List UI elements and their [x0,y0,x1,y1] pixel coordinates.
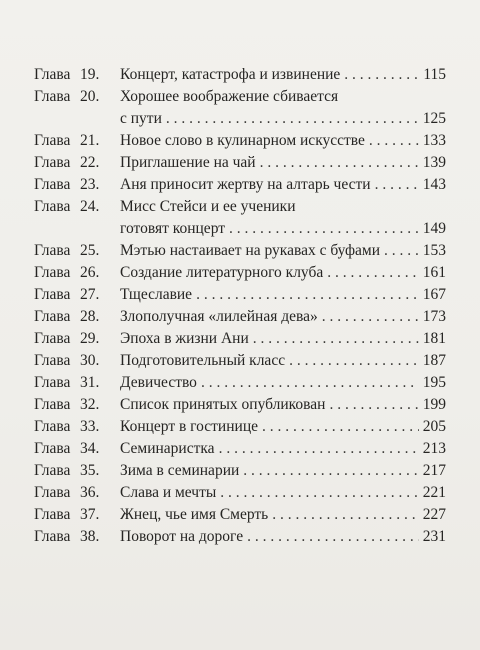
dot-leader [201,372,419,394]
toc-entry-13 [34,372,446,394]
chapter-title: Аня приносит жертву на алтарь чести [120,176,371,193]
chapter-title-line [120,86,446,108]
chapter-title-line [120,416,446,438]
dot-leader [260,152,419,174]
chapter-number: 22. [80,154,100,171]
chapter-title: Эпоха в жизни Ани [120,330,249,347]
chapter-title: Девичество [120,374,197,391]
chapter-title-line [120,152,446,174]
page-number: 139 [422,154,446,171]
chapter-title-block [120,438,446,460]
chapter-title-block [120,262,446,284]
chapter-label: Глава [34,88,71,105]
chapter-title-line [120,196,446,218]
page-number: 149 [422,220,446,237]
chapter-label: Глава [34,330,71,347]
chapter-title: Список принятых опубликован [120,396,326,413]
chapter-label: Глава [34,242,71,259]
chapter-label: Глава [34,132,71,149]
chapter-title-line [120,350,446,372]
chapter-title: с пути [120,110,162,127]
toc-entry-3 [34,130,446,152]
page-number: 231 [422,528,446,545]
chapter-label: Глава [34,154,71,171]
chapter-title-block [120,460,446,482]
chapter-title-block [120,86,446,130]
chapter-label: Глава [34,176,71,193]
page-number: 133 [422,132,446,149]
toc-entry-6 [34,196,446,240]
toc-entry-5 [34,174,446,196]
chapter-number: 25. [80,242,100,259]
toc-entry-4 [34,152,446,174]
dot-leader [375,174,419,196]
page-number: 143 [422,176,446,193]
chapter-number: 29. [80,330,100,347]
toc-entry-16 [34,438,446,460]
chapter-label: Глава [34,286,71,303]
chapter-title-block [120,394,446,416]
chapter-label: Глава [34,352,71,369]
chapter-title-line [120,482,446,504]
chapter-title-line [120,64,446,86]
chapter-title-line [120,108,446,130]
chapter-title: Мисс Стейси и ее ученики [120,198,296,215]
chapter-title: Новое слово в кулинарном искусстве [120,132,365,149]
chapter-number: 31. [80,374,100,391]
chapter-number: 38. [80,528,100,545]
dot-leader [262,416,419,438]
page-number: 221 [422,484,446,501]
toc-entry-7 [34,240,446,262]
chapter-label: Глава [34,264,71,281]
chapter-title: Слава и мечты [120,484,217,501]
page-number: 167 [422,286,446,303]
chapter-title: Мэтью настаивает на рукавах с буфами [120,242,381,259]
page-number: 115 [423,66,446,83]
chapter-label: Глава [34,198,71,215]
toc-entry-18 [34,482,446,504]
chapter-label: Глава [34,418,71,435]
chapter-number: 27. [80,286,100,303]
chapter-number: 33. [80,418,100,435]
chapter-title: готовят концерт [120,220,226,237]
chapter-number: 19. [80,66,100,83]
chapter-title-block [120,504,446,526]
dot-leader [369,130,419,152]
page-number: 153 [422,242,446,259]
chapter-title-line [120,174,446,196]
chapter-title-line [120,460,446,482]
page-number: 205 [422,418,446,435]
chapter-title-line [120,328,446,350]
chapter-label: Глава [34,308,71,325]
chapter-title: Семинаристка [120,440,215,457]
chapter-label: Глава [34,440,71,457]
dot-leader [253,328,419,350]
toc-entry-15 [34,416,446,438]
chapter-label: Глава [34,462,71,479]
chapter-number: 21. [80,132,100,149]
toc-entry-10 [34,306,446,328]
toc-entry-14 [34,394,446,416]
dot-leader [219,438,419,460]
chapter-title: Хорошее воображение сбивается [120,88,339,105]
dot-leader [247,526,419,548]
chapter-title-block [120,284,446,306]
chapter-title: Создание литературного клуба [120,264,324,281]
toc-entry-2 [34,86,446,130]
chapter-title-block [120,328,446,350]
chapter-title: Зима в семинарии [120,462,240,479]
chapter-number: 24. [80,198,100,215]
toc-entry-9 [34,284,446,306]
chapter-title-line [120,438,446,460]
chapter-title-line [120,526,446,548]
chapter-title-line [120,306,446,328]
chapter-number: 30. [80,352,100,369]
chapter-title-block [120,482,446,504]
chapter-title: Поворот на дороге [120,528,244,545]
page-number: 125 [422,110,446,127]
chapter-label: Глава [34,484,71,501]
toc-entry-12 [34,350,446,372]
chapter-title-block [120,416,446,438]
chapter-title-block [120,306,446,328]
chapter-title-line [120,130,446,152]
chapter-title-block [120,240,446,262]
page-number: 173 [422,308,446,325]
chapter-title: Злополучная «лилейная дева» [120,308,318,325]
chapter-label: Глава [34,374,71,391]
chapter-number: 23. [80,176,100,193]
dot-leader [327,262,419,284]
chapter-title-block [120,64,446,86]
page-number: 199 [422,396,446,413]
dot-leader [384,240,419,262]
chapter-title-line [120,262,446,284]
chapter-title-line [120,218,446,240]
chapter-title: Подготовительный класс [120,352,286,369]
dot-leader [220,482,418,504]
chapter-title-block [120,174,446,196]
dot-leader [344,64,419,86]
chapter-label: Глава [34,66,71,83]
toc-entry-17 [34,460,446,482]
chapter-title: Жнец, чье имя Смерть [120,506,269,523]
chapter-title-line [120,372,446,394]
chapter-title-line [120,284,446,306]
table-of-contents [34,64,446,548]
chapter-title-block [120,152,446,174]
page-number: 161 [422,264,446,281]
chapter-number: 26. [80,264,100,281]
page-number: 213 [422,440,446,457]
chapter-title: Тщеславие [120,286,193,303]
chapter-title: Концерт в гостинице [120,418,258,435]
page-number: 187 [422,352,446,369]
dot-leader [272,504,419,526]
toc-entry-20 [34,526,446,548]
chapter-title-block [120,372,446,394]
dot-leader [166,108,419,130]
dot-leader [229,218,419,240]
chapter-number: 36. [80,484,100,501]
chapter-number: 37. [80,506,100,523]
dot-leader [329,394,418,416]
chapter-number: 35. [80,462,100,479]
chapter-title-line [120,240,446,262]
chapter-number: 34. [80,440,100,457]
toc-entry-1 [34,64,446,86]
chapter-number: 28. [80,308,100,325]
chapter-title: Приглашение на чай [120,154,256,171]
toc-entry-11 [34,328,446,350]
chapter-title-block [120,130,446,152]
chapter-label: Глава [34,528,71,545]
chapter-label: Глава [34,506,71,523]
page-number: 181 [422,330,446,347]
dot-leader [289,350,419,372]
page-number: 217 [422,462,446,479]
chapter-title-block [120,196,446,240]
dot-leader [322,306,419,328]
dot-leader [243,460,418,482]
toc-entry-8 [34,262,446,284]
page-number: 227 [422,506,446,523]
chapter-number: 32. [80,396,100,413]
toc-entry-19 [34,504,446,526]
chapter-title: Концерт, катастрофа и извинение [120,66,341,83]
chapter-title-block [120,526,446,548]
chapter-title-line [120,394,446,416]
chapter-label: Глава [34,396,71,413]
dot-leader [196,284,419,306]
chapter-title-line [120,504,446,526]
page-number: 195 [422,374,446,391]
chapter-title-block [120,350,446,372]
chapter-number: 20. [80,88,100,105]
